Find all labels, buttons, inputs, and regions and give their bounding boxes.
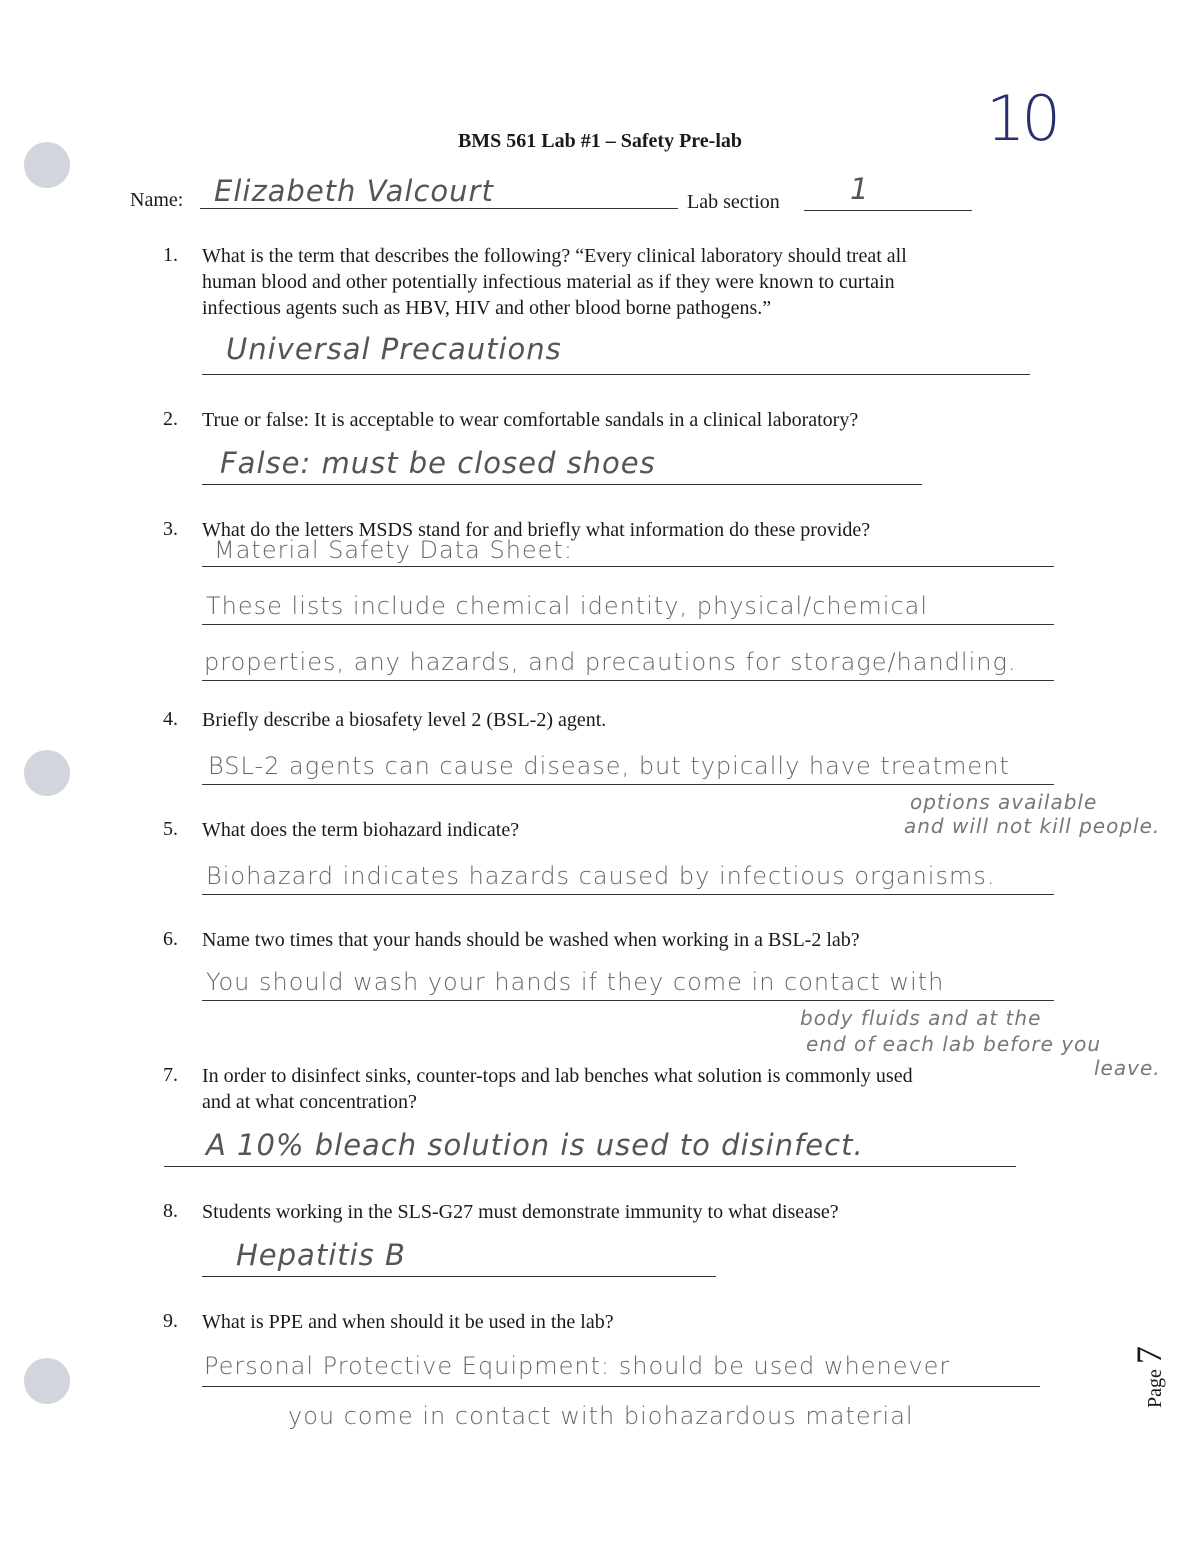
- answer-line: [202, 1276, 716, 1277]
- answer-line: [202, 680, 1054, 681]
- answer-line: [202, 624, 1054, 625]
- answer-line: [202, 374, 1030, 375]
- section-value: 1: [850, 172, 870, 206]
- answer-6-line-1: You should wash your hands if they come in contact with: [206, 968, 945, 996]
- answer-line: [164, 1166, 1016, 1167]
- question-number: 8.: [163, 1200, 178, 1222]
- section-line: [804, 210, 972, 211]
- question-9-text: What is PPE and when should it be used in the lab?: [202, 1311, 614, 1333]
- question-number: 3.: [163, 518, 178, 540]
- answer-5: Biohazard indicates hazards caused by infectious organisms.: [206, 862, 996, 890]
- answer-line: [202, 894, 1054, 895]
- answer-3-line-3: properties, any hazards, and precautions for storage/handling.: [204, 648, 1017, 676]
- question-number: 4.: [163, 708, 178, 730]
- answer-4-line-3: and will not kill people.: [904, 814, 1161, 838]
- name-label: Name:: [130, 189, 184, 211]
- question-number: 9.: [163, 1310, 178, 1332]
- answer-line: [202, 484, 922, 485]
- answer-6-line-4: leave.: [1094, 1056, 1161, 1080]
- page-label: Page: [1144, 1369, 1166, 1408]
- question-2-text: True or false: It is acceptable to wear comfortable sandals in a clinical laboratory?: [202, 409, 859, 431]
- answer-6-line-3: end of each lab before you: [806, 1032, 1102, 1056]
- answer-2: False: must be closed shoes: [220, 446, 656, 480]
- binder-hole: [24, 1358, 70, 1404]
- name-value: Elizabeth Valcourt: [214, 174, 494, 208]
- answer-line: [202, 1000, 1054, 1001]
- answer-8: Hepatitis B: [236, 1238, 406, 1272]
- answer-4-line-2: options available: [910, 790, 1098, 814]
- answer-9-line-2: you come in contact with biohazardous material: [288, 1402, 914, 1430]
- question-3-text: What do the letters MSDS stand for and briefly what information do these provide?: [202, 519, 871, 541]
- answer-line: [202, 566, 1054, 567]
- question-5-text: What does the term biohazard indicate?: [202, 819, 520, 841]
- answer-7: A 10% bleach solution is used to disinfect.: [206, 1128, 864, 1162]
- name-line: [200, 208, 678, 209]
- answer-line: [202, 1386, 1040, 1387]
- answer-1: Universal Precautions: [226, 332, 562, 366]
- question-number: 2.: [163, 408, 178, 430]
- answer-line: [202, 784, 1054, 785]
- page-number: [1128, 1328, 1168, 1408]
- question-number: 5.: [163, 818, 178, 840]
- question-4-text: Briefly describe a biosafety level 2 (BSL-2) agent.: [202, 709, 607, 731]
- page-number-value: 7: [1129, 1346, 1169, 1365]
- question-1-text: What is the term that describes the following? “Every clinical laboratory should treat all human blood and other potentially infectious material as if they were known to curtain infectious agents such as HBV, HIV and other blood borne pathogens.”: [202, 245, 907, 319]
- answer-3-line-1: Material Safety Data Sheet:: [214, 536, 573, 564]
- question-6-text: Name two times that your hands should be washed when working in a BSL-2 lab?: [202, 929, 860, 951]
- section-label: Lab section: [687, 191, 780, 213]
- answer-9-line-1: Personal Protective Equipment: should be used whenever: [204, 1352, 951, 1380]
- handwritten-grade: 10: [986, 82, 1057, 155]
- question-number: 7.: [163, 1064, 178, 1086]
- answer-4-line-1: BSL-2 agents can cause disease, but typically have treatment: [208, 752, 1010, 780]
- page-title: BMS 561 Lab #1 – Safety Pre-lab: [457, 130, 743, 152]
- answer-6-line-2: body fluids and at the: [800, 1006, 1042, 1030]
- question-number: 1.: [163, 244, 178, 266]
- question-number: 6.: [163, 928, 178, 950]
- question-8-text: Students working in the SLS-G27 must demonstrate immunity to what disease?: [202, 1201, 839, 1223]
- binder-hole: [24, 750, 70, 796]
- answer-3-line-2: These lists include chemical identity, physical/chemical: [206, 592, 929, 620]
- question-7-text: In order to disinfect sinks, counter-tops and lab benches what solution is commonly used and at what concentration?: [202, 1065, 913, 1113]
